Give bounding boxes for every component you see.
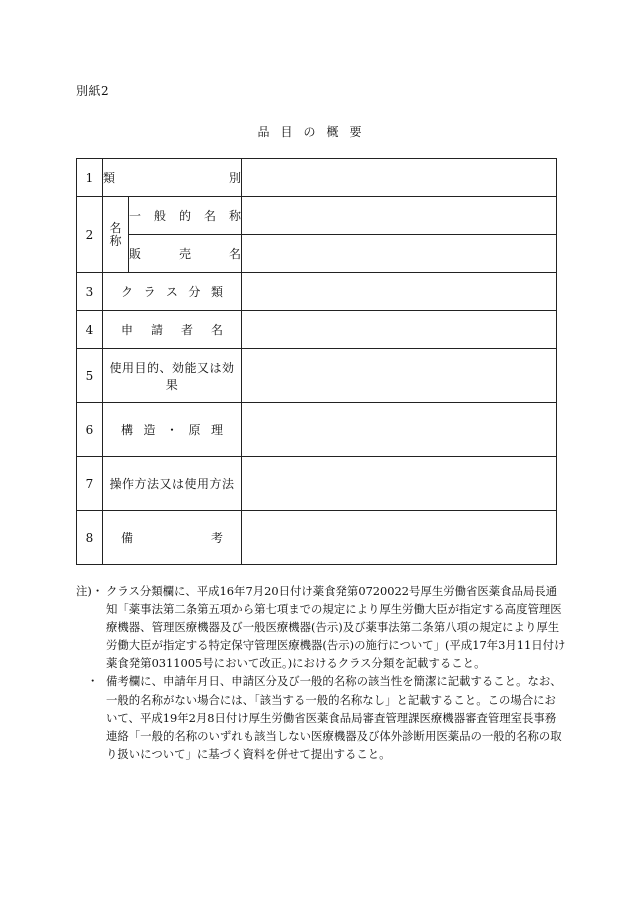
note-prefix: 注)・ [76,584,104,598]
table-row [77,311,557,349]
note-bullet: ・ [87,674,99,689]
table-row [77,511,557,565]
row-label-purpose: 使用目的、効能又は効果 [103,349,242,403]
row-number: 1 [77,159,103,197]
table-row [77,159,557,197]
table-row [77,197,557,235]
table-row [77,403,557,457]
value-cell-remarks[interactable] [242,511,557,565]
row-label-category: 類別 [103,159,242,197]
row-label-generic-name: 一般的名称 [129,197,242,235]
value-cell-structure[interactable] [242,403,557,457]
table-row [77,457,557,511]
note-item [76,582,566,672]
note-text: 備考欄に、申請年月日、申請区分及び一般的名称の該当性を簡潔に記載すること。なお、一般的名称がない場合には、「該当する一般的名称なし」と記載すること。この場合において、平成19年2月8日付け厚生労働省医薬食品局審査管理課医療機器審査管理室長事務連絡「一般的名称のいずれも該当しない医療機器及び体外診断用医薬品の一般的名称の取り扱いについて」に基づく資料を併せて提出すること。 [106,674,562,761]
table-row [77,235,557,273]
table-row [77,349,557,403]
value-cell-category[interactable] [242,159,557,197]
row-label-remarks: 備考 [103,511,242,565]
value-cell-generic-name[interactable] [242,197,557,235]
value-cell-purpose[interactable] [242,349,557,403]
page-title: 品目の概要 [257,125,373,139]
value-cell-applicant[interactable] [242,311,557,349]
row-number: 7 [77,457,103,511]
row-label-name [103,197,129,273]
row-number: 5 [77,349,103,403]
row-number: 8 [77,511,103,565]
row-number: 6 [77,403,103,457]
table-row [77,273,557,311]
name-group-label: 名称 [109,220,122,248]
row-label-structure: 構造・原理 [103,403,242,457]
value-cell-operation[interactable] [242,457,557,511]
note-item [87,672,566,762]
row-number: 4 [77,311,103,349]
value-cell-brand-name[interactable] [242,235,557,273]
value-cell-class[interactable] [242,273,557,311]
row-label-applicant: 申請者名 [103,311,242,349]
row-label-class: クラス分類 [103,273,242,311]
row-label-operation: 操作方法又は使用方法 [103,457,242,511]
row-label-brand-name: 販売名 [129,235,242,273]
product-summary-table [76,158,557,565]
row-number: 3 [77,273,103,311]
row-number: 2 [77,197,103,273]
appendix-label: 別紙2 [76,84,110,98]
note-text: クラス分類欄に、平成16年7月20日付け薬食発第0720022号厚生労働省医薬食品局長通知「薬事法第二条第五項から第七項までの規定により厚生労働大臣が指定する高度管理医療機器、管理医療機器及び一般医療機器(告示)及び薬事法第二条第八項の規定により厚生労働大臣が指定する特定保守管理医療機器(告示)の施行について」(平成17年3月11日付け薬食発第0311005号において改正。)におけるクラス分類を記載すること。 [106,584,566,671]
notes-section [76,582,566,763]
